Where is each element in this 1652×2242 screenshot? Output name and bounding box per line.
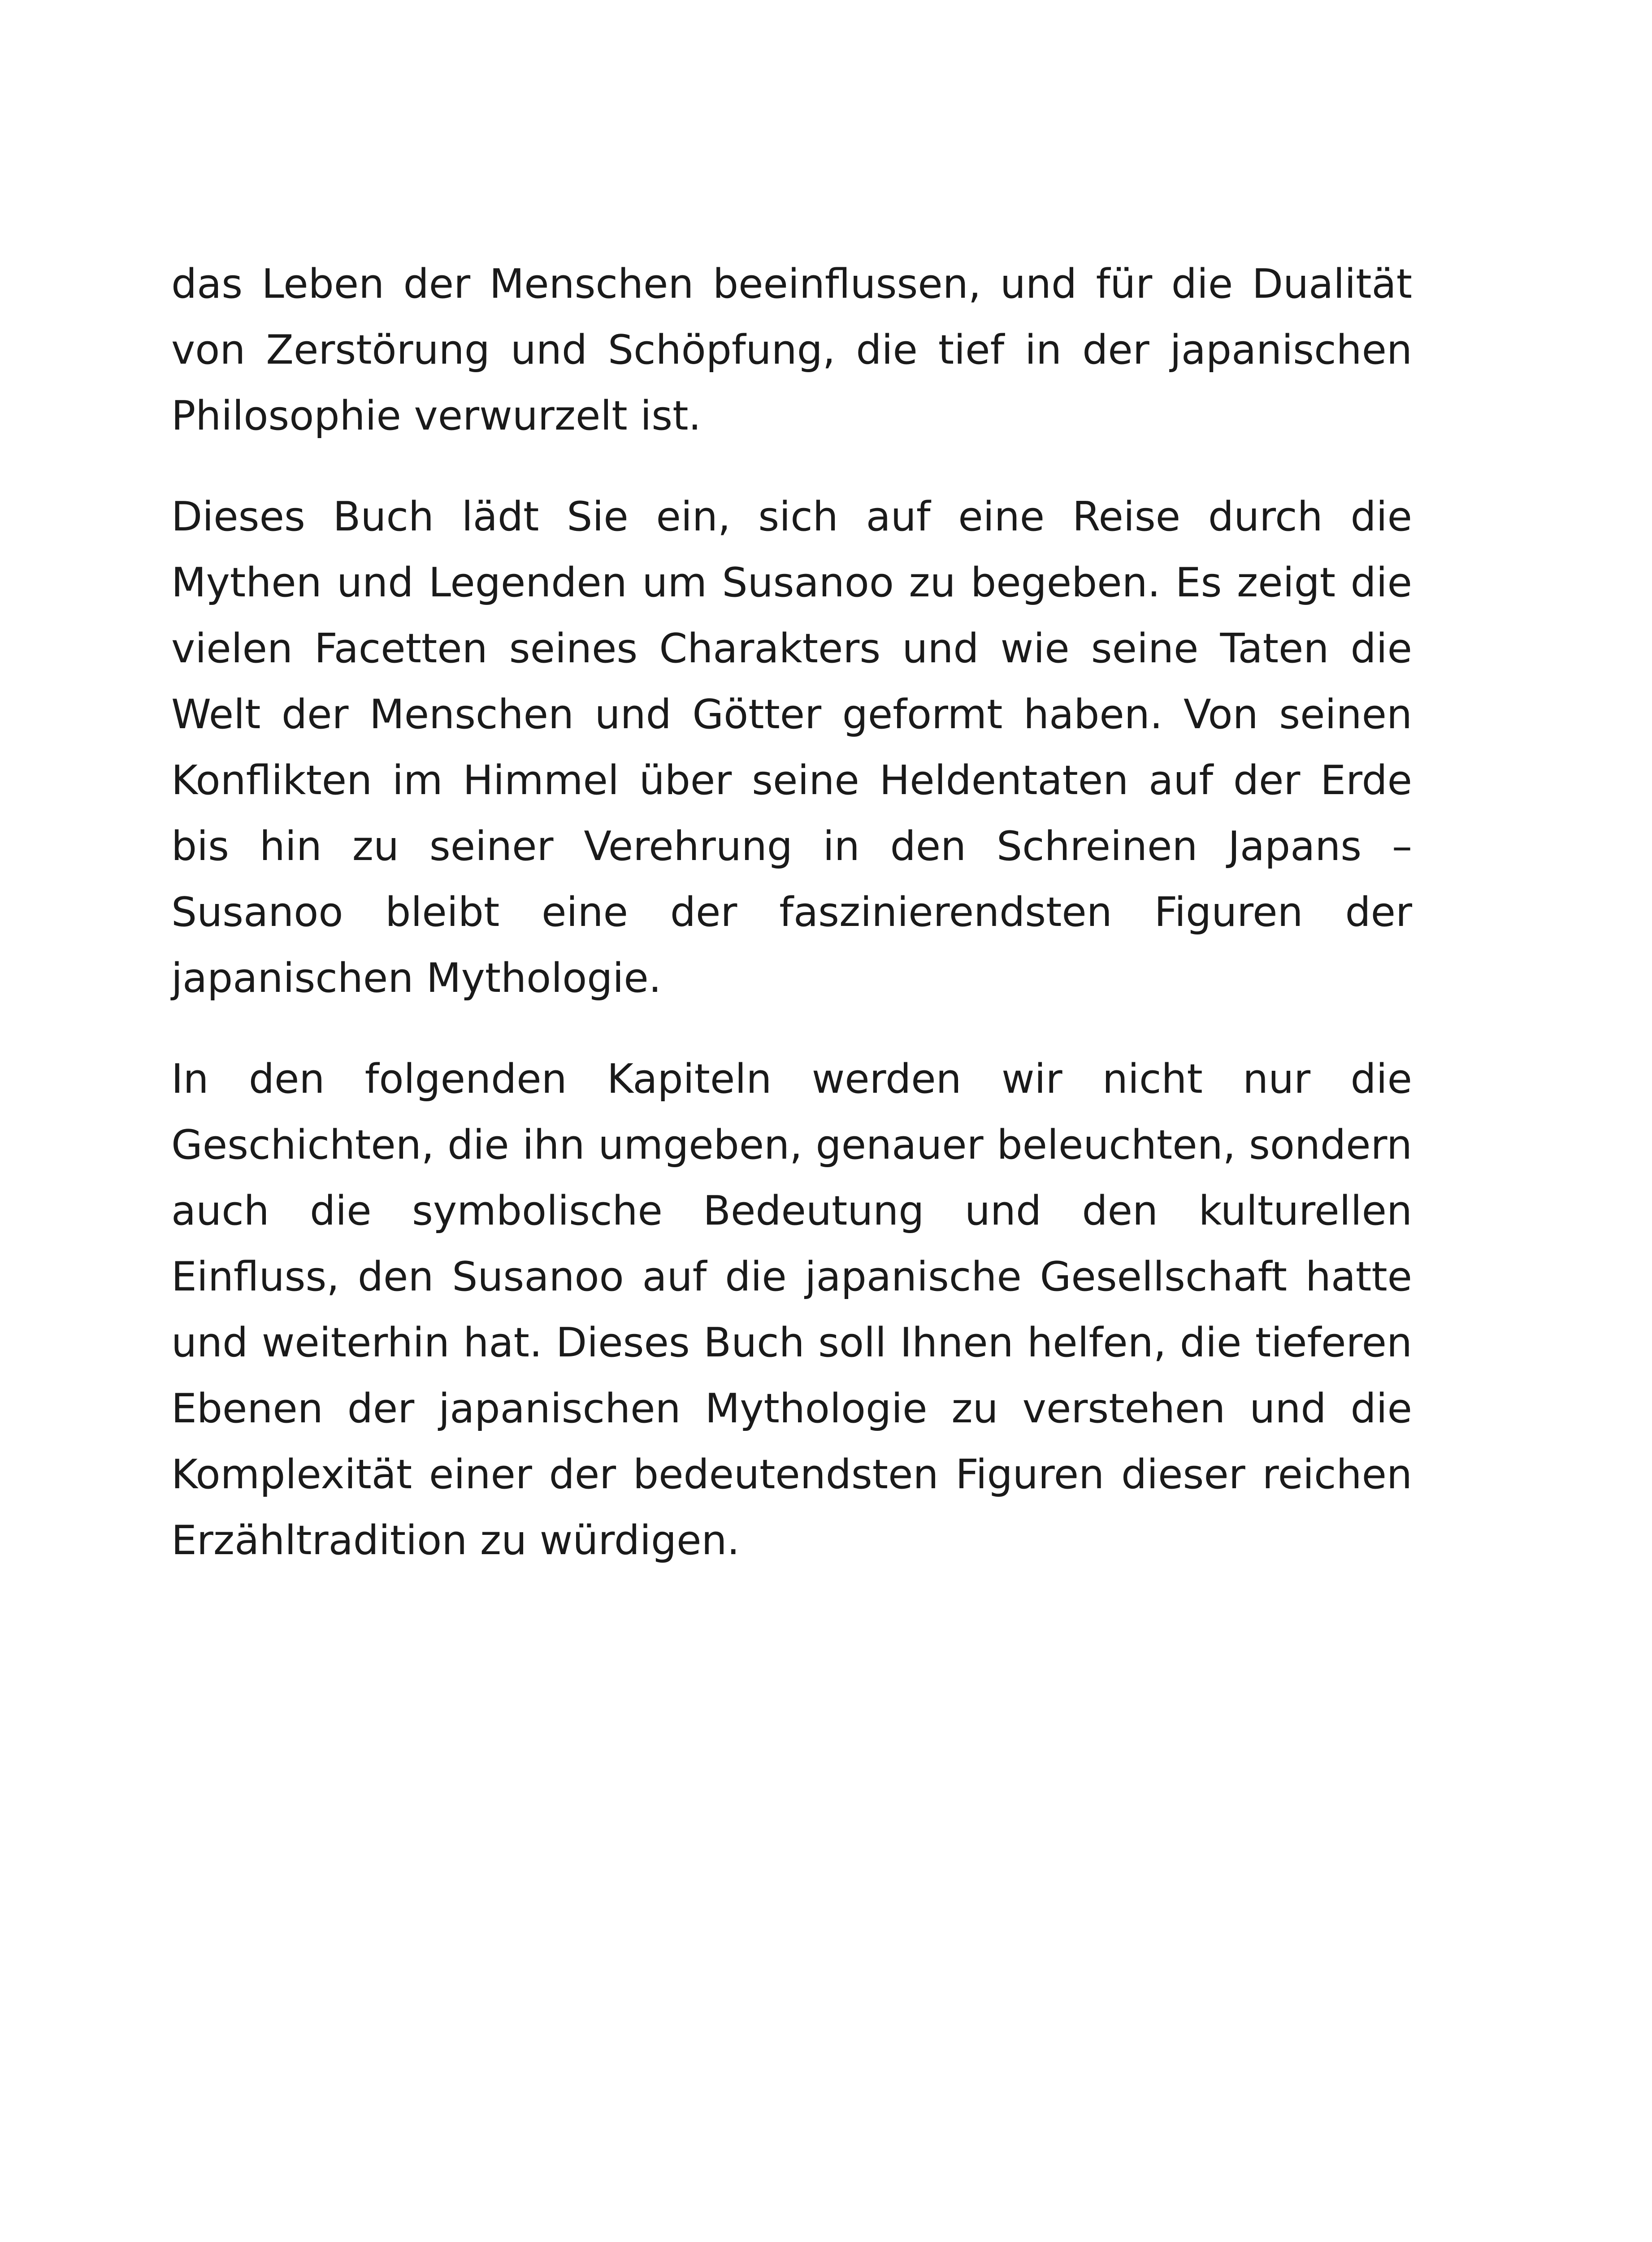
paragraph-2: Dieses Buch lädt Sie ein, sich auf eine Reise durch die Mythen und Legenden um Susanoo zu begeben. Es zeigt die vielen Facetten seines Charakters und wie seine Taten die Welt der Menschen und Götter geformt haben. Von seinen Konflikten im Himmel über seine Heldentaten auf der Erde bis hin zu seiner Verehrung in den Schreinen Japans – Susanoo bleibt eine der faszinierendsten Figuren der japanischen Mythologie.	[171, 493, 1412, 1002]
body-text	[171, 251, 1412, 1608]
paragraph-1: das Leben der Menschen beeinflussen, und für die Dualität von Zerstörung und Schöpfung, die tief in der japanischen Philosophie verwurzelt ist.	[171, 261, 1412, 439]
paragraph-3: In den folgenden Kapiteln werden wir nicht nur die Geschichten, die ihn umgeben, genauer beleuchten, sondern auch die symbolische Bedeutung und den kulturellen Einfluss, den Susanoo auf die japanische Gesellschaft hatte und weiterhin hat. Dieses Buch soll Ihnen helfen, die tieferen Ebenen der japanischen Mythologie zu verstehen und die Komplexität einer der bedeutendsten Figuren dieser reichen Erzähltradition zu würdigen.	[171, 1056, 1412, 1564]
